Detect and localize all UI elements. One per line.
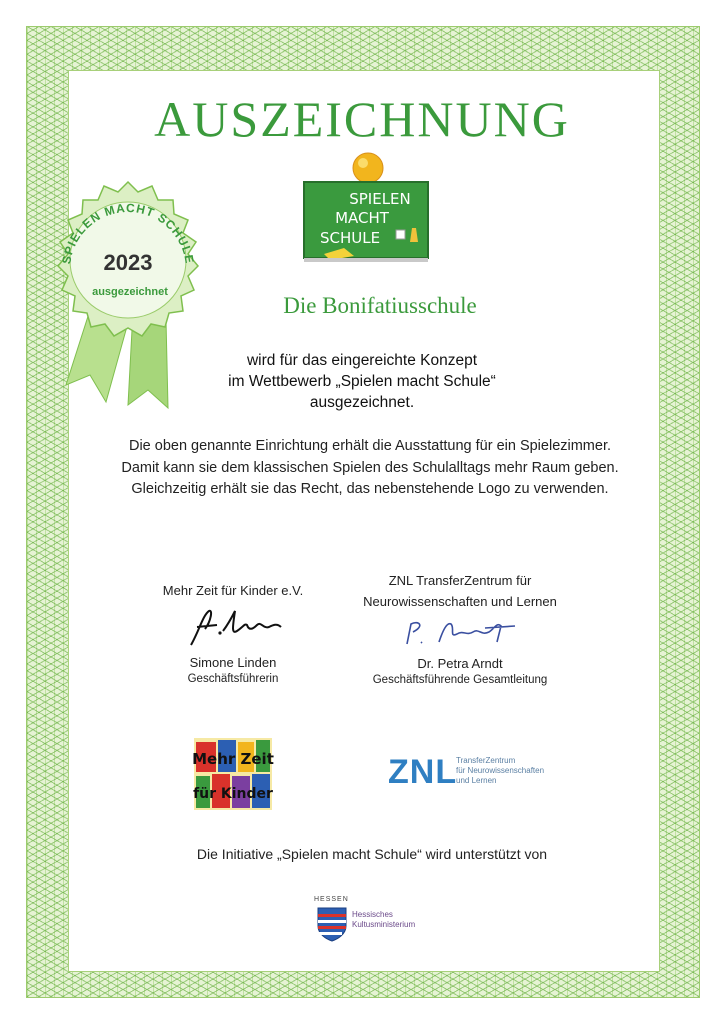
znl-text	[456, 756, 544, 786]
description-line-2: Damit kann sie dem klassischen Spielen des Schulalltags mehr Raum geben.	[121, 459, 619, 476]
signatory-right-organization-1: ZNL TransferZentrum für	[388, 573, 532, 588]
award-line-1: wird für das eingereichte Konzept	[246, 352, 478, 369]
description-text	[0, 436, 724, 501]
znl-line-3: und Lernen	[456, 776, 497, 785]
logo-line-1: SPIELEN	[349, 190, 411, 208]
spielen-macht-schule-logo	[296, 150, 436, 270]
znl-letters: ZNL	[388, 753, 458, 791]
signatory-right	[340, 570, 580, 686]
hessen-coat-of-arms-icon	[316, 906, 348, 942]
signatory-left	[138, 580, 328, 685]
signature-linden	[173, 601, 293, 655]
signatory-left-name: Simone Linden	[189, 655, 277, 670]
support-text: Die Initiative „Spielen macht Schule“ wird unterstützt von	[196, 846, 548, 862]
znl-logo	[388, 752, 588, 792]
dice-icon	[396, 230, 405, 239]
award-text	[0, 350, 724, 413]
mzk-line-1: Mehr Zeit	[192, 750, 274, 768]
signature-arndt	[385, 612, 535, 656]
signatory-left-role: Geschäftsführerin	[187, 673, 279, 685]
hessen-state: HESSEN	[314, 896, 349, 903]
award-line-2: im Wettbewerb „Spielen macht Schule“	[228, 373, 496, 390]
znl-line-2: für Neurowissenschaften	[456, 766, 545, 775]
logo-line-3: SCHULE	[319, 229, 381, 247]
hessen-line-2: Kultusministerium	[352, 920, 416, 929]
signatory-left-organization: Mehr Zeit für Kinder e.V.	[162, 583, 304, 598]
mehr-zeit-fuer-kinder-logo	[192, 736, 274, 812]
award-line-3: ausgezeichnet.	[309, 394, 415, 411]
signatory-right-role: Geschäftsführende Gesamtleitung	[372, 674, 548, 686]
badge-year: 2023	[103, 250, 153, 275]
logo-line-2: MACHT	[335, 209, 389, 227]
mzk-line-2: für Kinder	[193, 786, 273, 802]
signatory-right-name: Dr. Petra Arndt	[417, 656, 503, 671]
badge-arc-text: SPIELEN MACHT SCHULE	[59, 200, 197, 265]
badge-status: ausgezeichnet	[92, 286, 168, 298]
school-name: Die Bonifatiusschule	[283, 293, 477, 318]
certificate-title: AUSZEICHNUNG	[154, 91, 570, 147]
znl-line-1: TransferZentrum	[456, 756, 516, 765]
description-line-3: Gleichzeitig erhält sie das Recht, das nebenstehende Logo zu verwenden.	[131, 481, 609, 497]
hessen-text	[352, 910, 415, 930]
description-line-1: Die oben genannte Einrichtung erhält die Ausstattung für ein Spielezimmer.	[128, 438, 612, 454]
signatory-right-organization-2: Neurowissenschaften und Lernen	[363, 594, 557, 609]
hessen-ministry-logo	[314, 896, 444, 942]
hessen-line-1: Hessisches	[352, 910, 393, 919]
